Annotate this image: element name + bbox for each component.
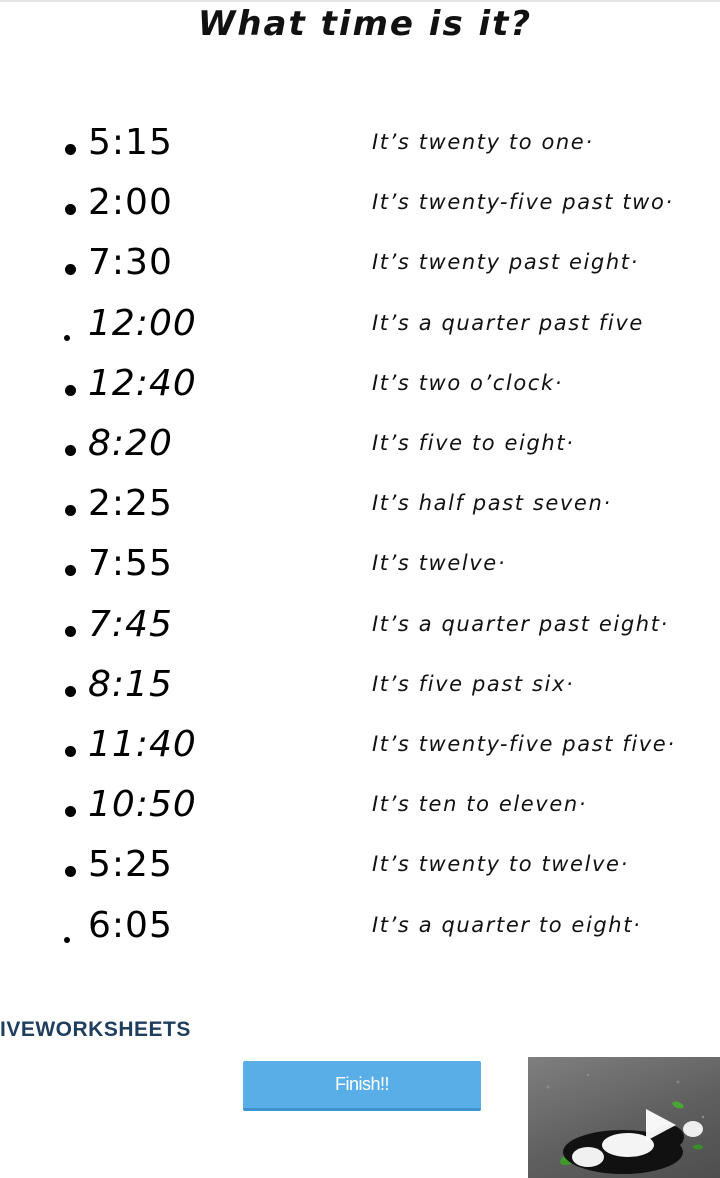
time-row: [0, 423, 720, 489]
bullet-dot-icon: [64, 937, 70, 943]
clock-time: 5:15: [88, 122, 173, 163]
time-row: [0, 603, 720, 670]
clock-time: 11:40: [88, 724, 197, 765]
time-row: [0, 182, 720, 248]
finish-button[interactable]: Finish!!: [243, 1061, 481, 1111]
bullet-dot-icon: [65, 686, 76, 697]
time-row: [0, 844, 720, 910]
time-row: [0, 543, 720, 609]
time-row: [0, 904, 720, 971]
bullet-dot-icon: [65, 204, 76, 215]
bullet-dot-icon: [64, 335, 70, 341]
clock-time: 7:55: [88, 543, 173, 585]
video-thumbnail[interactable]: [528, 1057, 720, 1178]
bullet-dot-icon: [65, 385, 76, 396]
time-phrase[interactable]: It’s twenty-five past two·: [372, 190, 674, 215]
clock-time: 8:15: [88, 663, 173, 705]
page-title: What time is it?: [197, 4, 533, 44]
bullet-dot-icon: [65, 445, 76, 456]
time-phrase[interactable]: It’s twelve·: [372, 551, 507, 576]
time-phrase[interactable]: It’s a quarter past five: [372, 310, 644, 335]
clock-time: 12:40: [88, 362, 197, 404]
time-phrase[interactable]: It’s five past six·: [372, 671, 575, 696]
top-border: [0, 0, 720, 2]
time-phrase[interactable]: It’s a quarter to eight·: [372, 912, 642, 937]
play-icon[interactable]: [640, 1105, 680, 1145]
clock-time: 6:05: [88, 904, 173, 946]
bullet-dot-icon: [65, 565, 76, 576]
time-phrase[interactable]: It’s twenty to twelve·: [372, 852, 629, 877]
time-phrase[interactable]: It’s five to eight·: [372, 431, 575, 455]
clock-time: 12:00: [88, 302, 197, 344]
clock-time: 8:20: [88, 423, 173, 464]
bullet-dot-icon: [65, 806, 76, 817]
bullet-dot-icon: [65, 264, 76, 275]
liveworksheets-logo: IVEWORKSHEETS: [0, 1018, 191, 1041]
time-row: [0, 122, 720, 188]
time-phrase[interactable]: It’s two o’clock·: [372, 370, 563, 395]
time-phrase[interactable]: It’s a quarter past eight·: [372, 611, 669, 636]
clock-time: 2:25: [88, 483, 173, 525]
bullet-dot-icon: [65, 144, 76, 155]
time-row: [0, 242, 720, 308]
time-row: [0, 302, 720, 369]
time-row: [0, 724, 720, 790]
bullet-dot-icon: [65, 505, 76, 516]
time-phrase[interactable]: It’s twenty past eight·: [372, 250, 639, 275]
bullet-dot-icon: [65, 866, 76, 877]
time-row: [0, 483, 720, 549]
time-phrase[interactable]: It’s half past seven·: [372, 491, 612, 516]
clock-time: 7:45: [88, 603, 173, 645]
time-phrase[interactable]: It’s twenty-five past five·: [372, 732, 676, 756]
time-row: [0, 784, 720, 850]
bullet-dot-icon: [65, 626, 76, 637]
clock-time: 5:25: [88, 844, 173, 886]
bullet-dot-icon: [65, 746, 76, 757]
video-scene: [528, 1057, 720, 1178]
time-phrase[interactable]: It’s twenty to one·: [372, 130, 594, 154]
time-row: [0, 362, 720, 429]
clock-time: 7:30: [88, 242, 173, 284]
clock-time: 10:50: [88, 784, 197, 826]
time-phrase[interactable]: It’s ten to eleven·: [372, 792, 588, 817]
time-row: [0, 663, 720, 730]
clock-time: 2:00: [88, 182, 173, 224]
